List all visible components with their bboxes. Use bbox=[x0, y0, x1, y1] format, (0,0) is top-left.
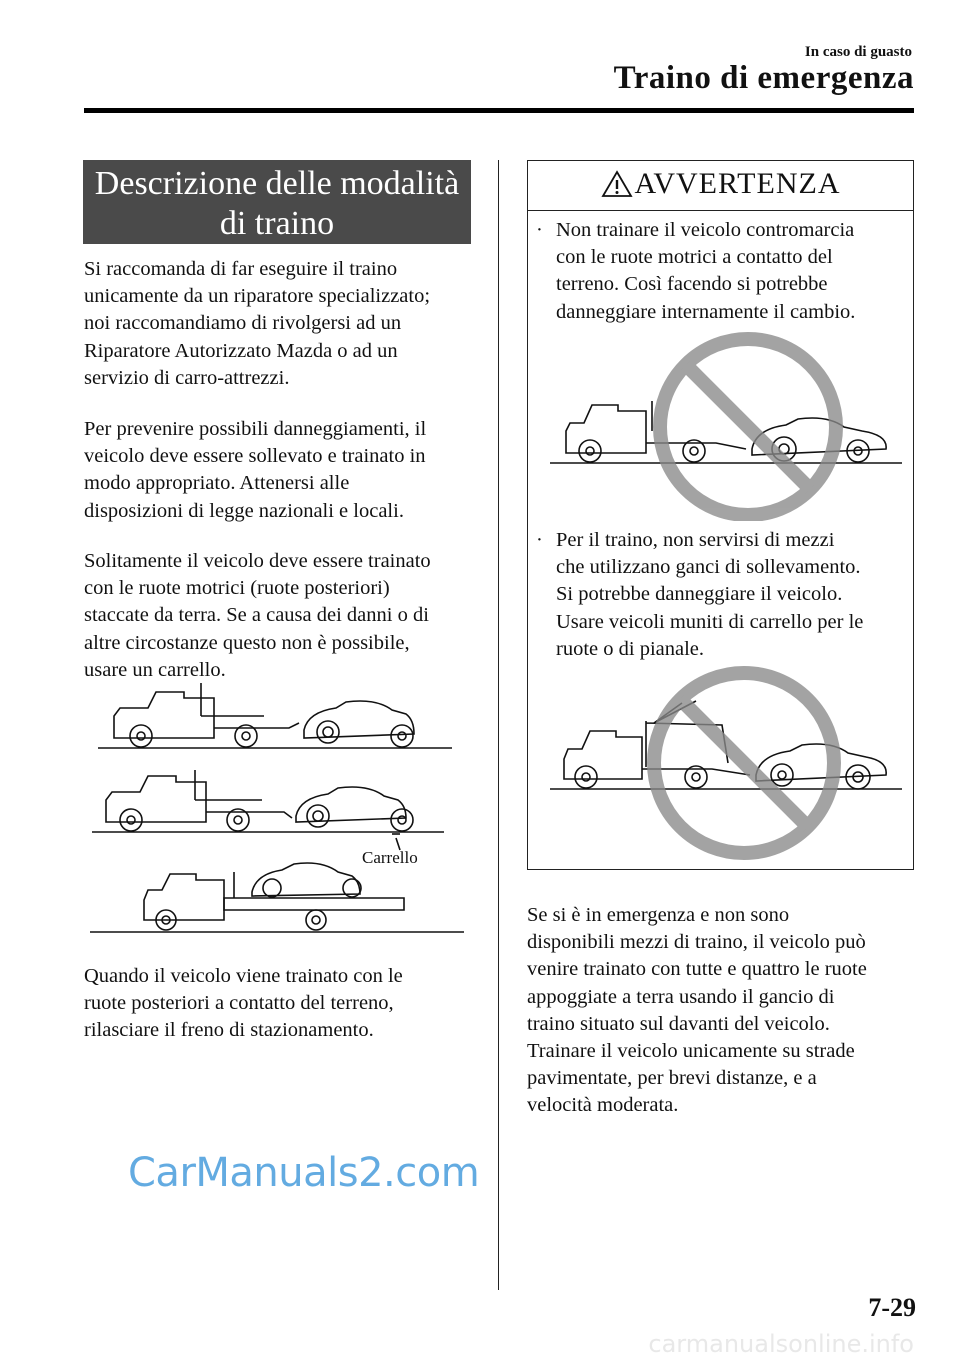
bullet-mark: · bbox=[536, 529, 543, 551]
section-heading-line1: Descrizione delle modalità bbox=[94, 165, 460, 202]
prohibition-sign-icon bbox=[660, 339, 836, 515]
chapter-title: In caso di guasto bbox=[804, 44, 912, 60]
text-line: noi raccomandiamo di rivolgersi ad un bbox=[84, 312, 402, 335]
warning-triangle-icon bbox=[601, 170, 633, 198]
text-line: servizio di carro-attrezzi. bbox=[84, 366, 290, 389]
text-line: veicolo deve essere sollevato e trainato in bbox=[84, 445, 426, 468]
page-number: 7-29 bbox=[868, 1293, 916, 1322]
paragraph-usual-towing bbox=[84, 548, 484, 684]
carrello-label: Carrello bbox=[362, 848, 418, 867]
text-line: rilasciare il freno di stazionamento. bbox=[84, 1019, 374, 1042]
text-line: Quando il veicolo viene trainato con le bbox=[84, 965, 403, 987]
towing-methods-illustration bbox=[84, 678, 474, 940]
column-divider bbox=[498, 160, 499, 1290]
text-line: Non trainare il veicolo contromarcia bbox=[556, 219, 855, 241]
text-line: disponibili mezzi di traino, il veicolo può bbox=[527, 931, 866, 954]
warning-header bbox=[528, 161, 913, 211]
section-heading-line2: di traino bbox=[219, 205, 335, 242]
text-line: con le ruote motrici (ruote posteriori) bbox=[84, 577, 390, 600]
text-line: Solitamente il veicolo deve essere trainato bbox=[84, 550, 431, 572]
text-line: Si potrebbe danneggiare il veicolo. bbox=[556, 583, 843, 606]
text-line: traino situato sul davanti del veicolo. bbox=[527, 1012, 830, 1035]
flatbed-truck-drawing bbox=[90, 863, 464, 932]
text-line: Per prevenire possibili danneggiamenti, il bbox=[84, 418, 427, 440]
paragraph-parking-brake bbox=[84, 963, 484, 1045]
text-line: disposizioni di legge nazionali e locali. bbox=[84, 499, 404, 522]
text-line: ruote o di pianale. bbox=[556, 637, 705, 660]
prohibited-reverse-towing-illustration bbox=[546, 331, 906, 521]
prohibition-sign-icon bbox=[654, 673, 834, 853]
text-line: modo appropriato. Attenersi alle bbox=[84, 472, 350, 495]
text-line: Trainare il veicolo unicamente su strade bbox=[527, 1040, 855, 1063]
text-line: con le ruote motrici a contatto del bbox=[556, 246, 833, 269]
paragraph-prevention bbox=[84, 416, 484, 525]
text-line: Usare veicoli muniti di carrello per le bbox=[556, 610, 864, 633]
dolly-truck-drawing bbox=[92, 770, 444, 850]
text-line: Si raccomanda di far eseguire il traino bbox=[84, 258, 398, 280]
text-line: pavimentate, per brevi distanze, e a bbox=[527, 1067, 817, 1090]
page-title: Traino di emergenza bbox=[613, 60, 914, 96]
text-line: unicamente da un riparatore specializzato; bbox=[84, 285, 431, 308]
warning-bullet-text bbox=[556, 527, 896, 663]
text-line: altre circostanze questo non è possibile, bbox=[84, 631, 410, 654]
section-heading bbox=[83, 160, 471, 244]
watermark: CarManuals2.com bbox=[128, 1150, 480, 1196]
wheel-lift-truck-drawing bbox=[98, 683, 452, 748]
paragraph-recommendation bbox=[84, 256, 484, 392]
text-line: Se si è in emergenza e non sono bbox=[527, 904, 790, 926]
text-line: terreno. Così facendo si potrebbe bbox=[556, 273, 828, 296]
text-line: usare un carrello. bbox=[84, 658, 226, 681]
text-line: che utilizzano ganci di sollevamento. bbox=[556, 556, 861, 579]
text-line: staccate da terra. Se a causa dei danni o di bbox=[84, 604, 429, 627]
warning-bullet-hook-lift bbox=[536, 527, 906, 667]
text-line: danneggiare internamente il cambio. bbox=[556, 300, 856, 323]
text-line: velocità moderata. bbox=[527, 1094, 679, 1117]
site-footer: carmanualsonline.info bbox=[648, 1330, 914, 1358]
text-line: ruote posteriori a contatto del terreno, bbox=[84, 992, 394, 1015]
warning-box bbox=[527, 160, 914, 870]
warning-title bbox=[528, 165, 913, 201]
text-line: Riparatore Autorizzato Mazda o ad un bbox=[84, 339, 398, 362]
warning-title-text: AVVERTENZA bbox=[634, 167, 841, 200]
text-line: Per il traino, non servirsi di mezzi bbox=[556, 529, 835, 551]
prohibited-hook-lift-illustration bbox=[546, 663, 906, 863]
header-rule bbox=[84, 108, 914, 113]
bullet-mark: · bbox=[536, 219, 543, 241]
paragraph-emergency-towing bbox=[527, 902, 927, 1120]
text-line: appoggiate a terra usando il gancio di bbox=[527, 985, 835, 1008]
warning-bullet-text bbox=[556, 217, 896, 326]
text-line: venire trainato con tutte e quattro le ruote bbox=[527, 958, 867, 981]
